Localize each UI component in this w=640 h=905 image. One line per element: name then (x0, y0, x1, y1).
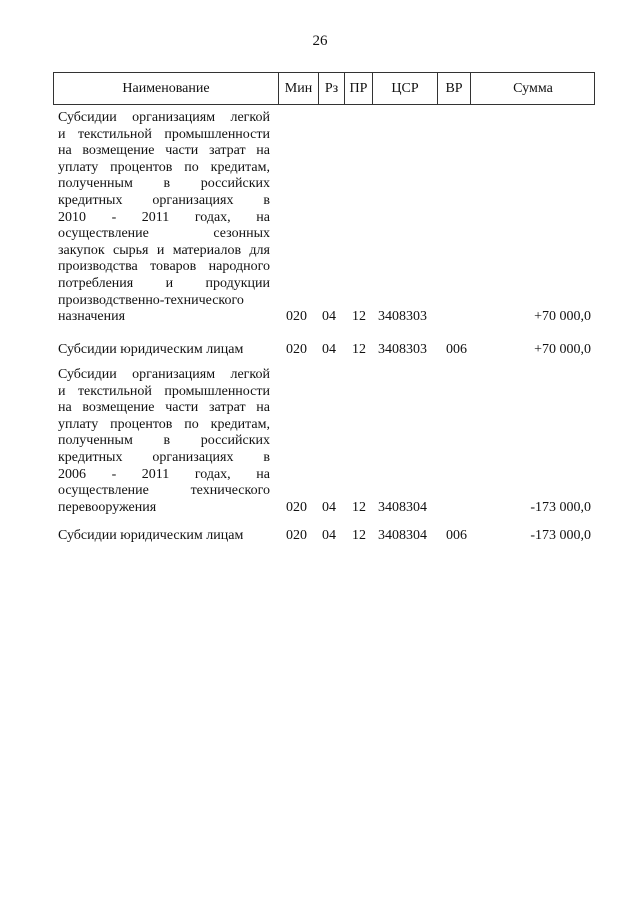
row-name (58, 110, 270, 326)
page-number: 26 (312, 33, 328, 49)
row-rz: 04 (322, 309, 336, 325)
row-name-line: полученным в российских (58, 176, 270, 192)
row-sum: +70 000,0 (534, 309, 591, 325)
row-min: 020 (286, 499, 307, 515)
row-name-line: 2006 - 2011 годах, на (58, 466, 270, 482)
row-name (58, 528, 270, 545)
row-sum: -173 000,0 (530, 528, 591, 543)
row-min: 020 (286, 309, 307, 325)
row-pr: 12 (352, 342, 366, 357)
row-vr: 006 (446, 342, 467, 357)
row-name-line: и текстильной промышленности (58, 383, 270, 399)
row-name-line: потребления и продукции (58, 275, 270, 291)
row-name-line: кредитных организациях в (58, 192, 270, 208)
row-csr: 3408304 (378, 528, 427, 543)
row-name-line: и текстильной промышленности (58, 126, 270, 142)
table-header (53, 72, 595, 105)
header-min: Мин (278, 73, 318, 104)
row-name-line: Субсидии юридическим лицам (58, 528, 244, 543)
row-rz: 04 (322, 499, 336, 515)
row-name-line: закупок сырья и материалов для (58, 242, 270, 258)
row-name-line: на возмещение части затрат на (58, 400, 270, 416)
row-name-line: 2010 - 2011 годах, на (58, 209, 270, 225)
row-csr: 3408303 (378, 342, 427, 357)
header-csr: ЦСР (372, 73, 437, 104)
row-name-line: Субсидии юридическим лицам (58, 342, 244, 357)
row-vr: 006 (446, 528, 467, 543)
row-name-line: осуществление сезонных (58, 226, 270, 242)
row-rz: 04 (322, 342, 336, 357)
row-name (58, 367, 270, 516)
row-name-line: уплату процентов по кредитам, (58, 159, 270, 175)
row-pr: 12 (352, 528, 366, 543)
row-pr: 12 (352, 309, 366, 325)
row-min: 020 (286, 528, 307, 543)
row-sum: -173 000,0 (530, 499, 591, 515)
row-name-line: осуществление технического (58, 483, 270, 499)
header-sum: Сумма (470, 73, 595, 104)
header-rz: Рз (318, 73, 344, 104)
row-name-line: Субсидии организациям легкой (58, 110, 270, 125)
row-name-line: Субсидии организациям легкой (58, 367, 270, 382)
row-name-line: кредитных организациях в (58, 449, 270, 465)
header-pr: ПР (344, 73, 372, 104)
row-sum: +70 000,0 (534, 342, 591, 357)
row-rz: 04 (322, 528, 336, 543)
row-csr: 3408303 (378, 309, 427, 325)
header-name: Наименование (122, 81, 210, 96)
row-name-line: производственно-технического (58, 292, 244, 308)
row-name-line: на возмещение части затрат на (58, 143, 270, 159)
row-min: 020 (286, 342, 307, 357)
row-name-line: перевооружения (58, 499, 157, 515)
row-csr: 3408304 (378, 499, 427, 515)
row-pr: 12 (352, 499, 366, 515)
row-name-line: уплату процентов по кредитам, (58, 416, 270, 432)
row-name-line: полученным в российских (58, 433, 270, 449)
header-vr: ВР (437, 73, 470, 104)
row-name-line: назначения (58, 309, 126, 325)
row-name-line: производства товаров народного (58, 259, 270, 275)
row-name (58, 342, 270, 359)
